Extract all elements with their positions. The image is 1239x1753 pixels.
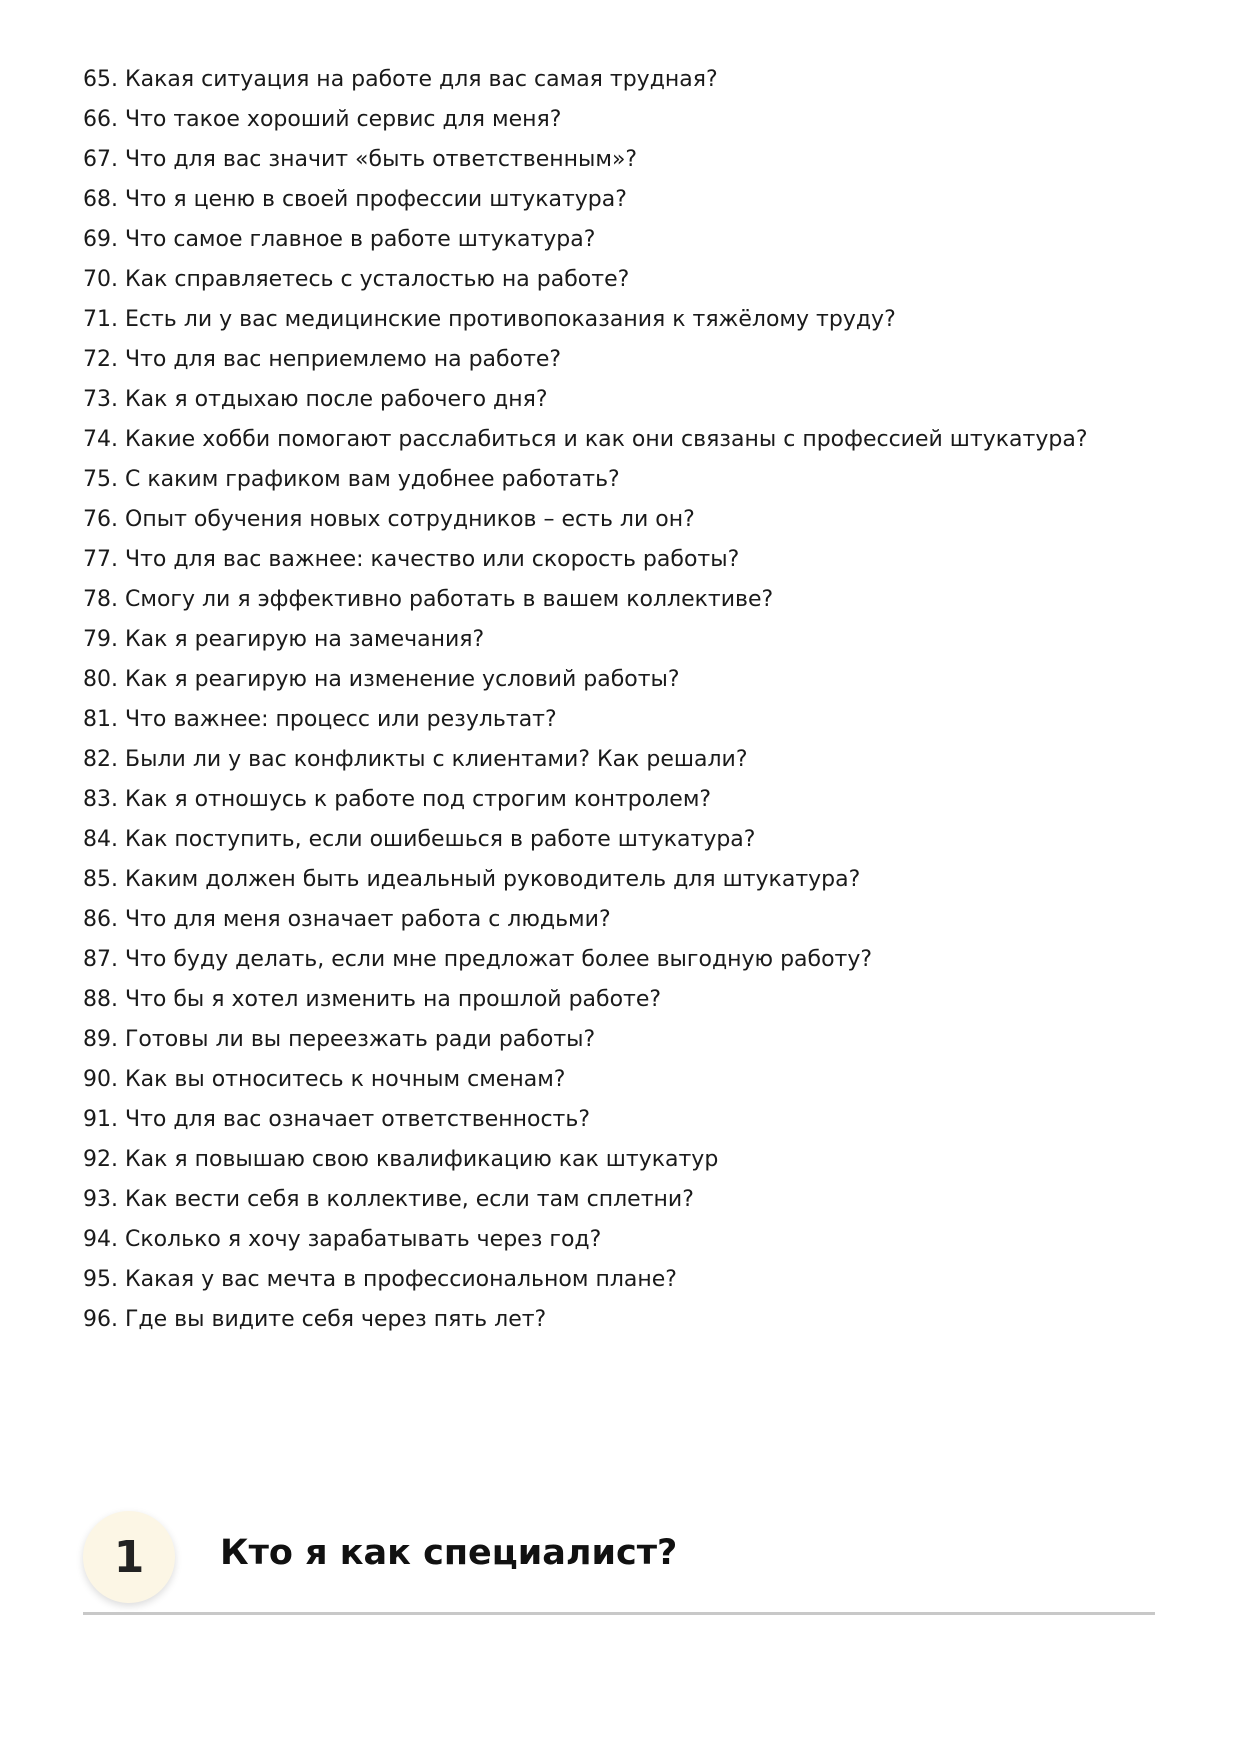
question-number: 76. <box>83 507 118 532</box>
question-number: 81. <box>83 707 118 732</box>
list-item <box>83 740 1183 780</box>
question-text: Как я отношусь к работе под строгим контролем? <box>125 787 712 812</box>
question-text: Как я повышаю свою квалификацию как штукатур <box>125 1147 719 1172</box>
question-text: Что буду делать, если мне предложат более выгодную работу? <box>125 947 873 972</box>
question-text: Что бы я хотел изменить на прошлой работе? <box>125 987 662 1012</box>
question-number: 67. <box>83 147 118 172</box>
question-text: Сколько я хочу зарабатывать через год? <box>125 1227 602 1252</box>
question-number: 79. <box>83 627 118 652</box>
question-text: Были ли у вас конфликты с клиентами? Как решали? <box>125 747 748 772</box>
question-number: 94. <box>83 1227 118 1252</box>
question-number: 65. <box>83 67 118 92</box>
section-title: Кто я как специалист? <box>220 1533 678 1573</box>
question-text: Что я ценю в своей профессии штукатура? <box>125 187 627 212</box>
question-text: Как я реагирую на изменение условий работы? <box>125 667 680 692</box>
question-text: Какая ситуация на работе для вас самая трудная? <box>125 67 718 92</box>
list-item <box>83 220 1183 260</box>
question-text: Что для меня означает работа с людьми? <box>125 907 611 932</box>
question-text: Где вы видите себя через пять лет? <box>125 1307 547 1332</box>
question-number: 74. <box>83 427 118 452</box>
question-number: 72. <box>83 347 118 372</box>
list-item <box>83 780 1183 820</box>
question-number: 83. <box>83 787 118 812</box>
list-item <box>83 340 1183 380</box>
list-item <box>83 1300 1183 1340</box>
list-item <box>83 1140 1183 1180</box>
question-text: Как справляетесь с усталостью на работе? <box>125 267 630 292</box>
list-item <box>83 940 1183 980</box>
question-text: Каким должен быть идеальный руководитель для штукатура? <box>125 867 861 892</box>
list-item <box>83 1180 1183 1220</box>
list-item <box>83 1100 1183 1140</box>
question-number: 85. <box>83 867 118 892</box>
question-text: Что такое хороший сервис для меня? <box>125 107 562 132</box>
list-item <box>83 620 1183 660</box>
question-text: Что важнее: процесс или результат? <box>125 707 557 732</box>
question-number: 86. <box>83 907 118 932</box>
question-number: 96. <box>83 1307 118 1332</box>
question-text: С каким графиком вам удобнее работать? <box>125 467 620 492</box>
question-number: 69. <box>83 227 118 252</box>
question-text: Какая у вас мечта в профессиональном плане? <box>125 1267 677 1292</box>
question-number: 77. <box>83 547 118 572</box>
list-item <box>83 300 1183 340</box>
question-number: 93. <box>83 1187 118 1212</box>
question-number: 89. <box>83 1027 118 1052</box>
question-number: 70. <box>83 267 118 292</box>
question-number: 87. <box>83 947 118 972</box>
question-number: 68. <box>83 187 118 212</box>
question-text: Как я отдыхаю после рабочего дня? <box>125 387 548 412</box>
section-divider <box>83 1612 1155 1615</box>
question-number: 82. <box>83 747 118 772</box>
list-item <box>83 1260 1183 1300</box>
question-number: 75. <box>83 467 118 492</box>
list-item <box>83 460 1183 500</box>
question-text: Что для вас означает ответственность? <box>125 1107 591 1132</box>
question-number: 88. <box>83 987 118 1012</box>
list-item <box>83 140 1183 180</box>
question-number: 90. <box>83 1067 118 1092</box>
question-number: 92. <box>83 1147 118 1172</box>
section-number-badge: 1 <box>83 1511 175 1603</box>
question-list <box>83 60 1183 1340</box>
question-text: Как поступить, если ошибешься в работе штукатура? <box>125 827 756 852</box>
list-item <box>83 180 1183 220</box>
list-item <box>83 1020 1183 1060</box>
question-text: Опыт обучения новых сотрудников – есть ли он? <box>125 507 695 532</box>
question-text: Как вести себя в коллективе, если там сплетни? <box>125 1187 694 1212</box>
list-item <box>83 660 1183 700</box>
list-item <box>83 700 1183 740</box>
question-text: Готовы ли вы переезжать ради работы? <box>125 1027 596 1052</box>
list-item <box>83 380 1183 420</box>
list-item <box>83 540 1183 580</box>
list-item <box>83 60 1183 100</box>
question-text: Смогу ли я эффективно работать в вашем коллективе? <box>125 587 774 612</box>
question-text: Как вы относитесь к ночным сменам? <box>125 1067 566 1092</box>
question-number: 91. <box>83 1107 118 1132</box>
list-item <box>83 860 1183 900</box>
list-item <box>83 500 1183 540</box>
section-header <box>83 1511 1155 1615</box>
question-text: Что для вас значит «быть ответственным»? <box>125 147 638 172</box>
question-text: Как я реагирую на замечания? <box>125 627 485 652</box>
question-text: Есть ли у вас медицинские противопоказания к тяжёлому труду? <box>125 307 896 332</box>
question-number: 78. <box>83 587 118 612</box>
list-item <box>83 820 1183 860</box>
list-item <box>83 980 1183 1020</box>
question-text: Что самое главное в работе штукатура? <box>125 227 596 252</box>
list-item <box>83 580 1183 620</box>
question-number: 66. <box>83 107 118 132</box>
question-number: 80. <box>83 667 118 692</box>
list-item <box>83 1220 1183 1260</box>
question-number: 73. <box>83 387 118 412</box>
question-number: 95. <box>83 1267 118 1292</box>
question-text: Какие хобби помогают расслабиться и как они связаны с профессией штукатура? <box>125 427 1088 452</box>
list-item <box>83 260 1183 300</box>
list-item <box>83 900 1183 940</box>
list-item <box>83 1060 1183 1100</box>
list-item <box>83 100 1183 140</box>
list-item <box>83 420 1183 460</box>
question-text: Что для вас важнее: качество или скорость работы? <box>125 547 740 572</box>
question-text: Что для вас неприемлемо на работе? <box>125 347 562 372</box>
question-number: 71. <box>83 307 118 332</box>
question-number: 84. <box>83 827 118 852</box>
